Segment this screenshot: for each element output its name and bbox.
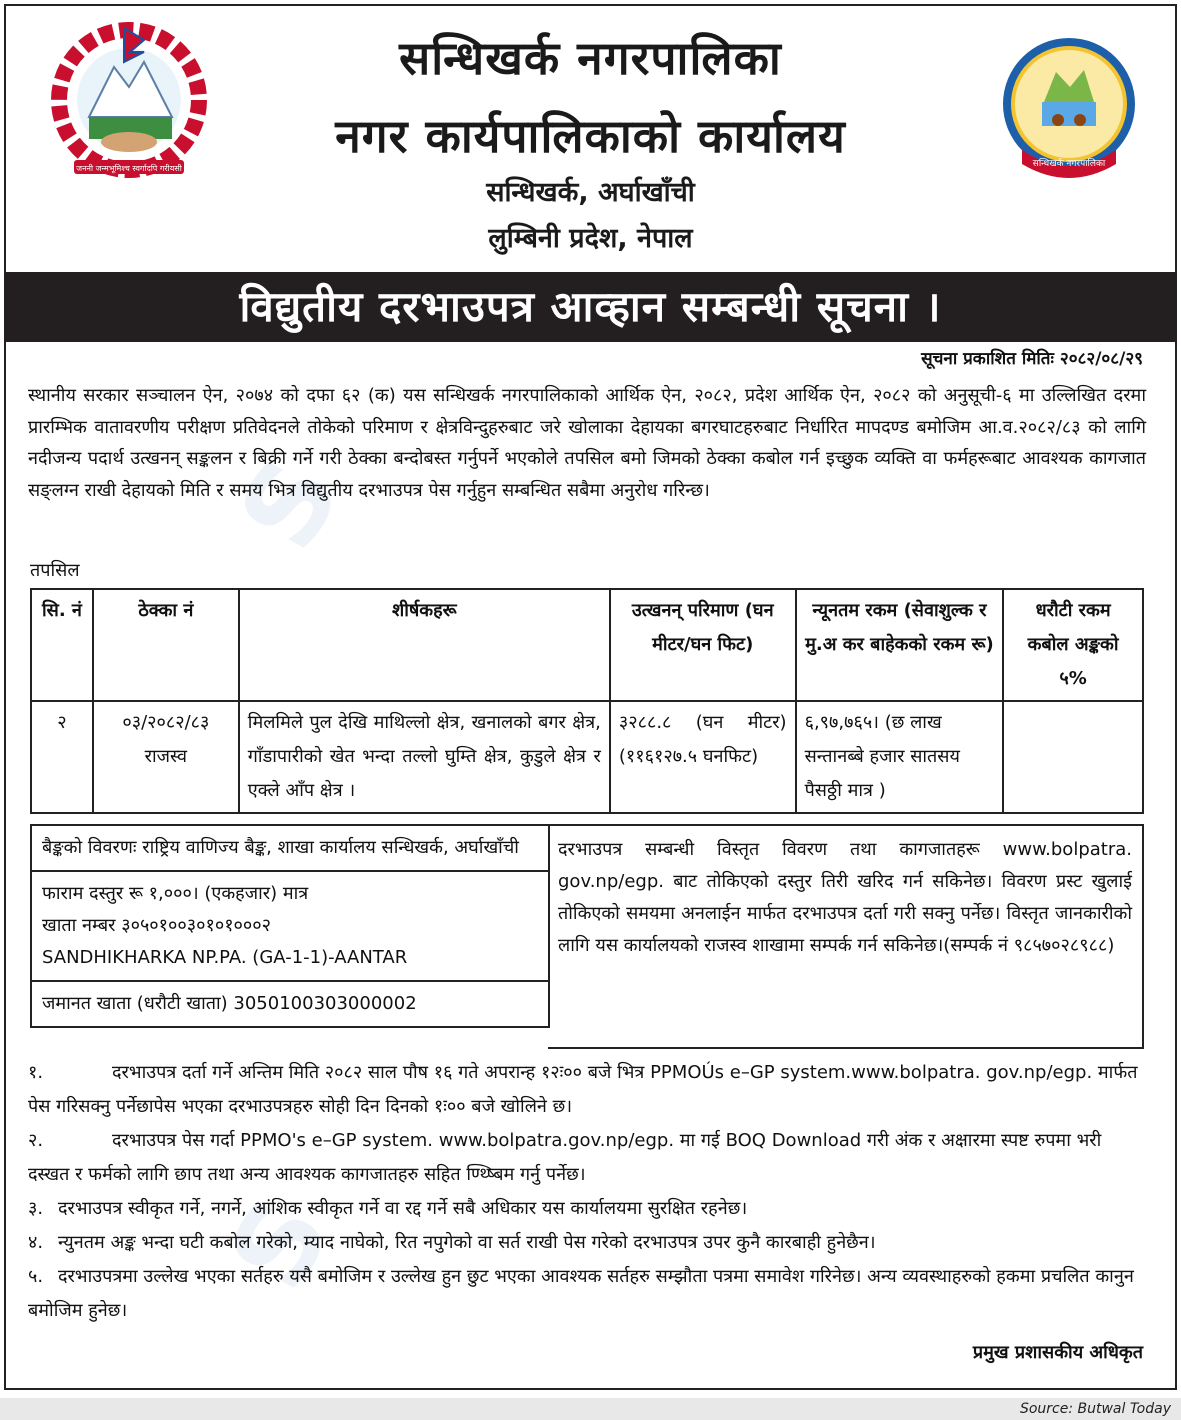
col-header-title: शीर्षकहरू <box>239 589 610 701</box>
table-row <box>31 701 1143 813</box>
publish-date-value: २०८२/०८/२९ <box>1059 349 1143 369</box>
account-number: खाता नम्बर ३०५०१००३०१०१०००२ <box>42 915 271 936</box>
rule-number: २. <box>28 1130 44 1151</box>
list-item <box>28 1226 1146 1260</box>
contract-type: राजस्व <box>144 746 188 767</box>
rule-text: न्युनतम अङ्क भन्दा घटी कबोल गरेको, म्याद नाघेको, रित नपुगेको वा सर्त राखी पेस गरेको दरभाउपत्र उपर कुनै कारबाही हुनेछैन। <box>58 1232 876 1253</box>
col-header-contract-no: ठेक्का नं <box>93 589 239 701</box>
contract-number: ०३/२०८२/८३ <box>122 712 210 733</box>
list-item <box>28 1192 1146 1226</box>
account-name: SANDHIKHARKA NP.PA. (GA-1-1)-AANTAR <box>42 947 408 968</box>
bid-info-box: दरभाउपत्र सम्बन्धी विस्तृत विवरण तथा कागजातहरू www.bolpatra. gov.np/egp. बाट तोकिएको दस्तुर तिरी खरिद गर्न सकिनेछ। विवरण प्रस्ट खुलाई तोकिएको समयमा अनलाईन मार्फत दरभाउपत्र दर्ता गरी सक्नु पर्नेछ। विस्तृत जानकारीको लागि यस कार्यालयको राजस्व शाखामा सम्पर्क गर्न सकिनेछ।(सम्पर्क नं ९८५७०२८९८८) <box>548 824 1144 1049</box>
signatory-title: प्रमुख प्रशासकीय अधिकृत <box>972 1342 1143 1363</box>
list-item <box>28 1056 1146 1124</box>
rule-number: ३. <box>28 1198 44 1219</box>
col-header-min-amount: न्यूनतम रकम (सेवाशुल्क र मु.अ कर बाहेकको रकम रू) <box>796 589 1004 701</box>
publish-date-label: सूचना प्रकाशित मितिः <box>921 349 1054 369</box>
rule-number: ४. <box>28 1232 44 1253</box>
rule-number: ५. <box>28 1266 44 1287</box>
form-fee-block <box>32 872 548 982</box>
deposit-account: जमानत खाता (धरौटी खाता) 3050100303000002 <box>42 993 417 1014</box>
emblem-motto: जननी जन्मभूमिश्च स्वर्गादपि गरीयसी <box>76 164 182 173</box>
list-item <box>28 1124 1146 1192</box>
notice-title-banner: विद्युतीय दरभाउपत्र आव्हान सम्बन्धी सूचना । <box>4 272 1177 342</box>
office-location: सन्धिखर्क, अर्घाखाँची <box>486 177 695 208</box>
form-fee: फाराम दस्तुर रू १,०००। (एकहजार) मात्र <box>42 883 309 904</box>
cell-min-amount: ६,९७,७६५। (छ लाख सन्तानब्बे हजार सातसय पैसठ्ठी मात्र ) <box>796 701 1004 813</box>
col-header-quantity: उत्खनन् परिमाण (घन मीटर/घन फिट) <box>610 589 796 701</box>
watermark: S <box>204 1177 355 1311</box>
province-country: लुम्बिनी प्रदेश, नेपाल <box>488 223 693 254</box>
schedule-label: तपसिल <box>30 560 80 581</box>
cell-contract-no <box>93 701 239 813</box>
watermark: S <box>214 437 365 571</box>
logo-text: सन्धिखर्क नगरपालिका <box>1032 159 1106 169</box>
notice-body-paragraph: स्थानीय सरकार सञ्चालन ऐन, २०७४ को दफा ६२ (क) यस सन्धिखर्क नगरपालिकाको आर्थिक ऐन, २०८२, प्रदेश आर्थिक ऐन, २०८२ को अनुसूची-६ मा उल्लिखित दरमा प्रारम्भिक वातावरणीय परीक्षण प्रतिवेदनले तोकेको परिमाण र क्षेत्रविन्दुहरुबाट जरे खोलाका देहायका बगरघाटहरुबाट निर्धारित मापदण्ड बमोजिम आ.व.२०८२/८३ को लागि नदीजन्य पदार्थ उत्खनन् सङ्कलन र बिक्री गर्ने गरी ठेक्का बन्दोबस्त गर्नुपर्ने भएकोले तपसिल बमो जिमको ठेक्का कबोल गर्न इच्छुक व्यक्ति वा फर्महरूबाट आवश्यक कागजात सङ्लग्न राखी देहायको मिति र समय भित्र विद्युतीय दरभाउपत्र पेस गर्नुहुन सम्बन्धित सबैमा अनुरोध गरिन्छ। <box>28 385 1146 501</box>
col-header-sn: सि. नं <box>31 589 93 701</box>
header <box>4 4 1177 272</box>
bank-details: बैङ्कको विवरणः राष्ट्रिय वाणिज्य बैङ्क, शाखा कार्यालय सन्धिखर्क, अर्घाखाँची <box>32 826 548 872</box>
col-header-deposit: धरौटी रकम कबोल अङ्कको ५% <box>1003 589 1143 701</box>
office-name: नगर कार्यपालिकाको कार्यालय <box>335 109 846 163</box>
publish-date <box>921 346 1143 369</box>
cell-quantity: ३२८८.८ (घन मीटर) (११६१२७.५ घनफिट) <box>610 701 796 813</box>
rules-list <box>28 1056 1146 1328</box>
municipality-name: सन्धिखर्क नगरपालिका <box>399 31 782 85</box>
cell-title: मिलमिले पुल देखि माथिल्लो क्षेत्र, खनालको बगर क्षेत्र, गाँडापारीको खेत भन्दा तल्लो घुम्ति क्षेत्र, कुडुले क्षेत्र र एक्ले आँप क्षेत्र । <box>239 701 610 813</box>
cell-deposit <box>1003 701 1143 813</box>
rule-text: दरभाउपत्रमा उल्लेख भएका सर्तहरु यसै बमोजिम र उल्लेख हुन छुट भएका आवश्यक सर्तहरु सम्झौता पत्रमा समावेश गरिनेछ। अन्य व्यवस्थाहरुको हकमा प्रचलित कानुन बमोजिम हुनेछ। <box>28 1266 1134 1321</box>
contract-table <box>30 588 1144 814</box>
rule-text: दरभाउपत्र दर्ता गर्ने अन्तिम मिति २०८२ साल पौष १६ गते अपरान्ह १२ः०० बजे भित्र PPMOÚs e–GP system.www.bolpatra. gov.np/egp. मार्फत पेस गरिसक्नु पर्नेछापेस भएका दरभाउपत्रहरु सोही दिन दिनको १ः०० बजे खोलिने छ। <box>28 1062 1138 1117</box>
rule-text: दरभाउपत्र स्वीकृत गर्ने, नगर्ने, आंशिक स्वीकृत गर्ने वा रद्द गर्ने सबै अधिकार यस कार्यालयमा सुरक्षित रहनेछ। <box>58 1198 748 1219</box>
municipality-logo-icon <box>994 32 1144 182</box>
bank-details-box <box>30 824 550 1028</box>
table-header-row <box>31 589 1143 701</box>
list-item <box>28 1260 1146 1328</box>
rule-number: १. <box>28 1062 44 1083</box>
cell-sn: २ <box>31 701 93 813</box>
source-credit: Source: Butwal Today <box>0 1398 1181 1420</box>
rule-text: दरभाउपत्र पेस गर्दा PPMO's e–GP system. www.bolpatra.gov.np/egp. मा गई BOQ Download गरी अंक र अक्षारमा स्पष्ट रुपमा भरी दस्खत र फर्मको लागि छाप तथा अन्य आवश्यक कागजातहरु सहित ण्थ्ष्बिम गर्नु पर्नेछ। <box>28 1130 1102 1185</box>
